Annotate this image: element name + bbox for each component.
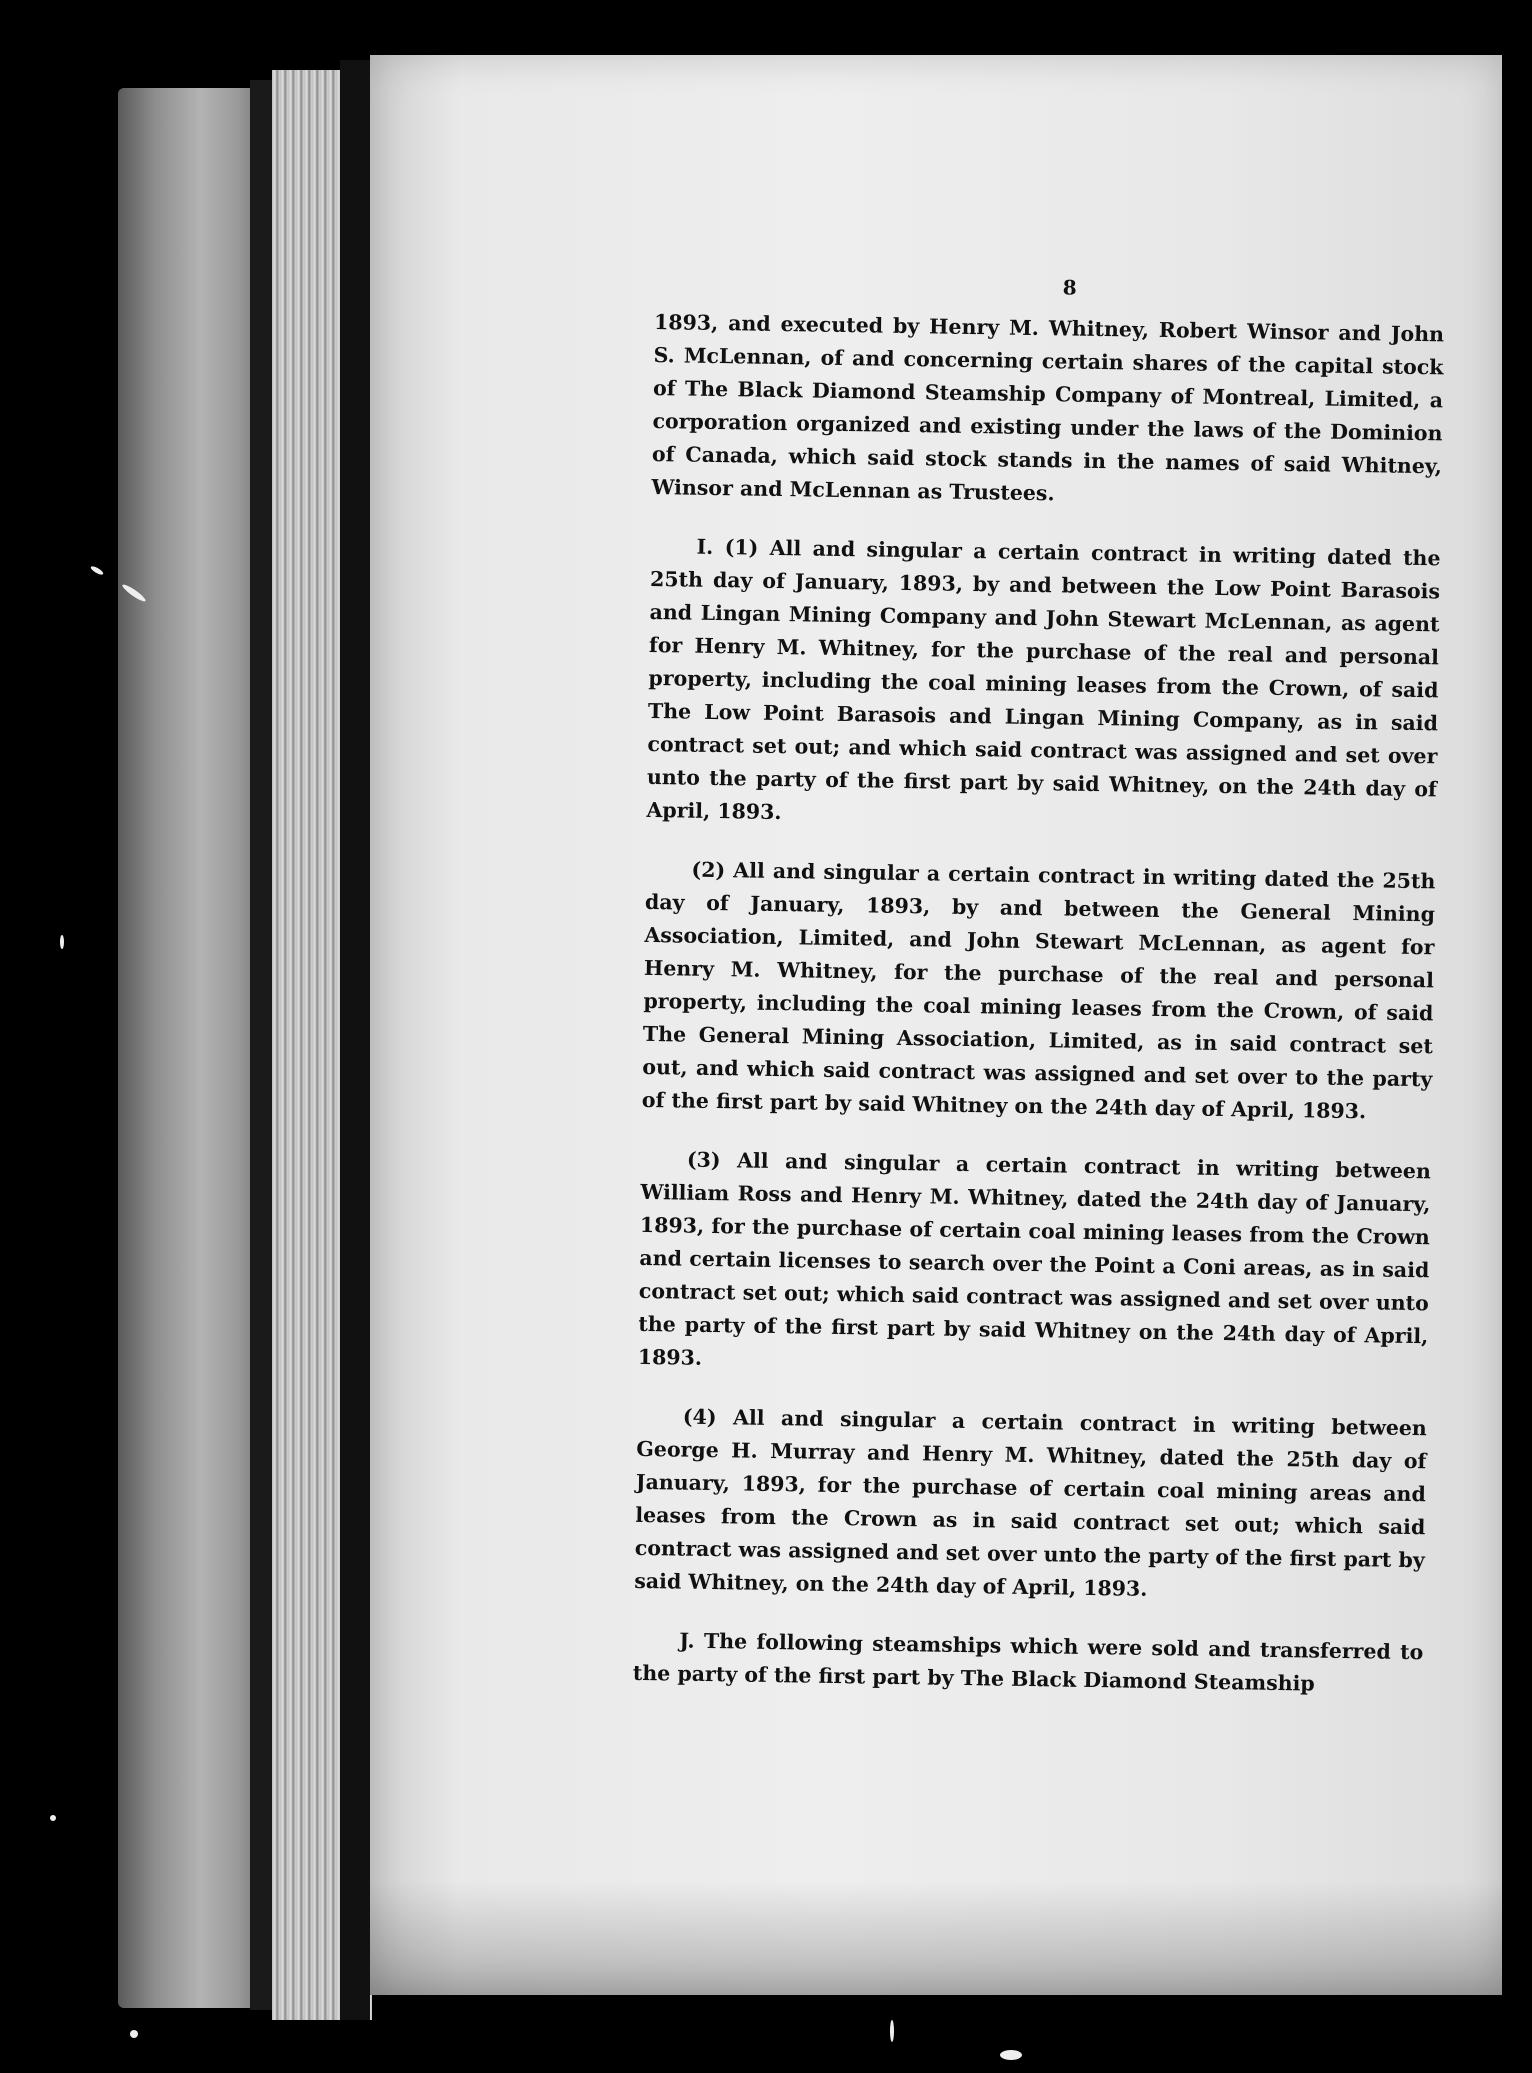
page-text: [632, 265, 1445, 1728]
paragraph-clause-i-1: I. (1) All and singular a certain contract in writing dated the 25th day of January, 1893, by and between the Low Point Barasois and Lingan Mining Company and John Stewart McLennan, as agent for Henry M. Whitney, for the purchase of the real and personal property, including the coal mining leases from the Crown, of said The Low Point Barasois and Lingan Mining Company, as in said contract set out; and which said contract was assigned and set over unto the party of the first part by said Whitney, on the 24th day of April, 1893.: [646, 534, 1441, 825]
book-binding: [118, 88, 268, 2008]
paragraph-clause-4: (4) All and singular a certain contract in writing between George H. Murray and Henry M. Whitney, dated the 25th day of January, 1893, for the purchase of certain coal mining areas and leases from the Crown as in said contract set out; which said contract was assigned and set over unto the party of the first part by said Whitney, on the 24th day of April, 1893.: [634, 1404, 1428, 1601]
binding-shadow: [250, 80, 272, 2010]
paragraph-clause-2: (2) All and singular a certain contract in writing dated the 25th day of January, 1893, by and between the General Mining Association, Limited, and John Stewart McLennan, as agent for Henry M. Whitney, for the purchase of the real and personal property, including the coal mining leases from the Crown, of said The General Mining Association, Limited, as in said contract set out, and which said contract was assigned and set over to the party of the first part by said Whitney on the 24th day of April, 1893.: [641, 857, 1436, 1124]
paragraph-continuation: 1893, and executed by Henry M. Whitney, Robert Winsor and John S. McLennan, of and concerning certain shares of the capital stock of The Black Diamond Steamship Company of Montreal, Limited, a corporation organized and existing under the laws of the Dominion of Canada, which said stock stands in the names of said Whitney, Winsor and McLennan as Trustees.: [651, 309, 1445, 506]
page-number: 8: [1062, 275, 1077, 300]
page-bottom-shadow: [370, 1880, 1502, 1995]
paragraph-clause-3: (3) All and singular a certain contract in writing between William Ross and Henry M. Whitney, dated the 24th day of January, 1893, for the purchase of certain coal mining leases from the Crown and certain licenses to search over the Point a Coni areas, as in said contract set out; which said contract was assigned and set over unto the party of the first part by said Whitney on the 24th day of April, 1893.: [637, 1147, 1432, 1370]
paragraph-clause-j: J. The following steamships which were sold and transferred to the party of the first part by The Black Diamond Steamship: [632, 1628, 1424, 1696]
page-gutter: [340, 60, 370, 2020]
